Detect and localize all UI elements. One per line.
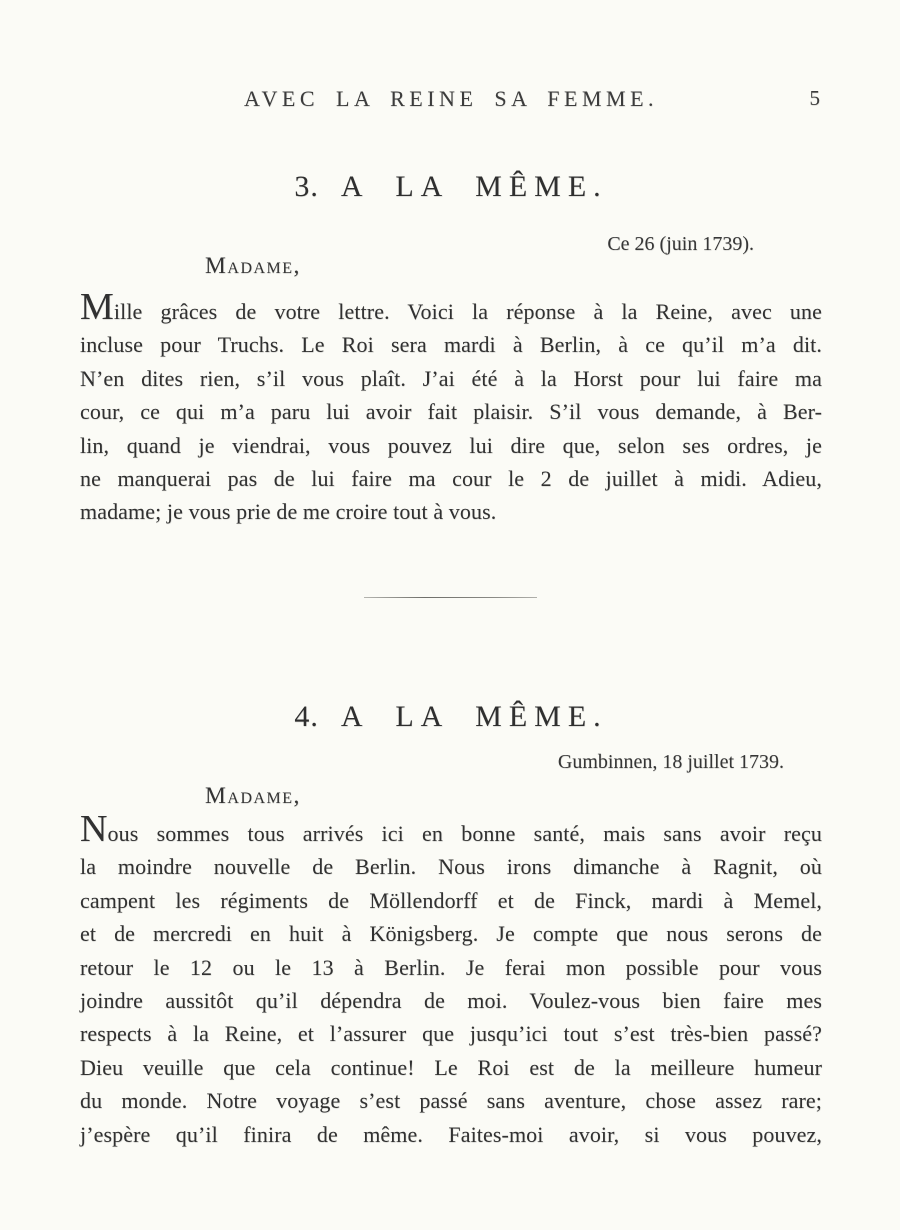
letter-4-heading [80,700,822,734]
letter-4-body-line-text: ous sommes tous arrivés ici en bonne santé, mais sans avoir reçu [107,821,822,846]
letter-3-dateline: Ce 26 (juin 1739). [607,233,754,255]
letter-3-body-line: madame; je vous prie de me croire tout à vous. [80,499,497,525]
running-header-title: AVEC LA REINE SA FEMME. [243,86,659,111]
letter-3-body-line: ne manquerai pas de lui faire ma cour le 2 de juillet à midi. Adieu, [80,465,822,491]
letter-3-body-line: incluse pour Truchs. Le Roi sera mardi à Berlin, à ce qu’il m’a dit. [80,332,822,358]
letter-3-body-line: N’en dites rien, s’il vous plaît. J’ai été à la Horst pour lui faire ma [80,365,822,391]
letter-3-title: A LA MÊME. [340,170,608,203]
letter-3-body [80,286,822,529]
letter-4-salutation: Madame, [205,783,301,809]
letter-4-body-line: respects à la Reine, et l’assurer que jusqu’ici tout s’est très-bien passé? [80,1021,822,1047]
letter-3-body-line: lin, quand je viendrai, vous pouvez lui dire que, selon ses ordres, je [80,432,822,458]
letter-4-body-line: et de mercredi en huit à Königsberg. Je compte que nous serons de [80,921,822,947]
letter-4-body-line: la moindre nouvelle de Berlin. Nous irons dimanche à Ragnit, où [80,854,822,880]
letter-3-salutation: Madame, [205,253,301,279]
letter-3-body-line: cour, ce qui m’a paru lui avoir fait plaisir. S’il vous demande, à Ber- [80,399,822,425]
letter-4-body-line: campent les régiments de Möllendorff et de Finck, mardi à Memel, [80,887,822,913]
letter-4-body-line [80,808,822,850]
section-divider [364,597,537,598]
running-head [80,86,822,116]
letter-4-number: 4. [294,700,319,733]
letter-4-body-line: retour le 12 ou le 13 à Berlin. Je ferai mon possible pour vous [80,954,822,980]
letter-4-body-line: joindre aussitôt qu’il dépendra de moi. Voulez-vous bien faire mes [80,987,822,1013]
letter-4-title: A LA MÊME. [340,700,608,733]
letter-4-body-line: Dieu veuille que cela continue! Le Roi est de la meilleure humeur [80,1054,822,1080]
letter-4-body [80,808,822,1151]
letter-3-number: 3. [294,170,319,203]
letter-4-dateline: Gumbinnen, 18 juillet 1739. [557,751,784,773]
letter-3-initial-capital: M [80,286,114,328]
letter-3-heading [80,170,822,204]
letter-3-body-line-text: ille grâces de votre lettre. Voici la réponse à la Reine, avec une [113,299,822,324]
letter-4-body-line: du monde. Notre voyage s’est passé sans aventure, chose assez rare; [80,1088,822,1114]
letter-4-body-line: j’espère qu’il finira de même. Faites-moi avoir, si vous pouvez, [80,1121,822,1147]
page-number: 5 [809,86,820,110]
letter-4-initial-capital: N [80,808,108,850]
letter-3-body-line [80,286,822,328]
